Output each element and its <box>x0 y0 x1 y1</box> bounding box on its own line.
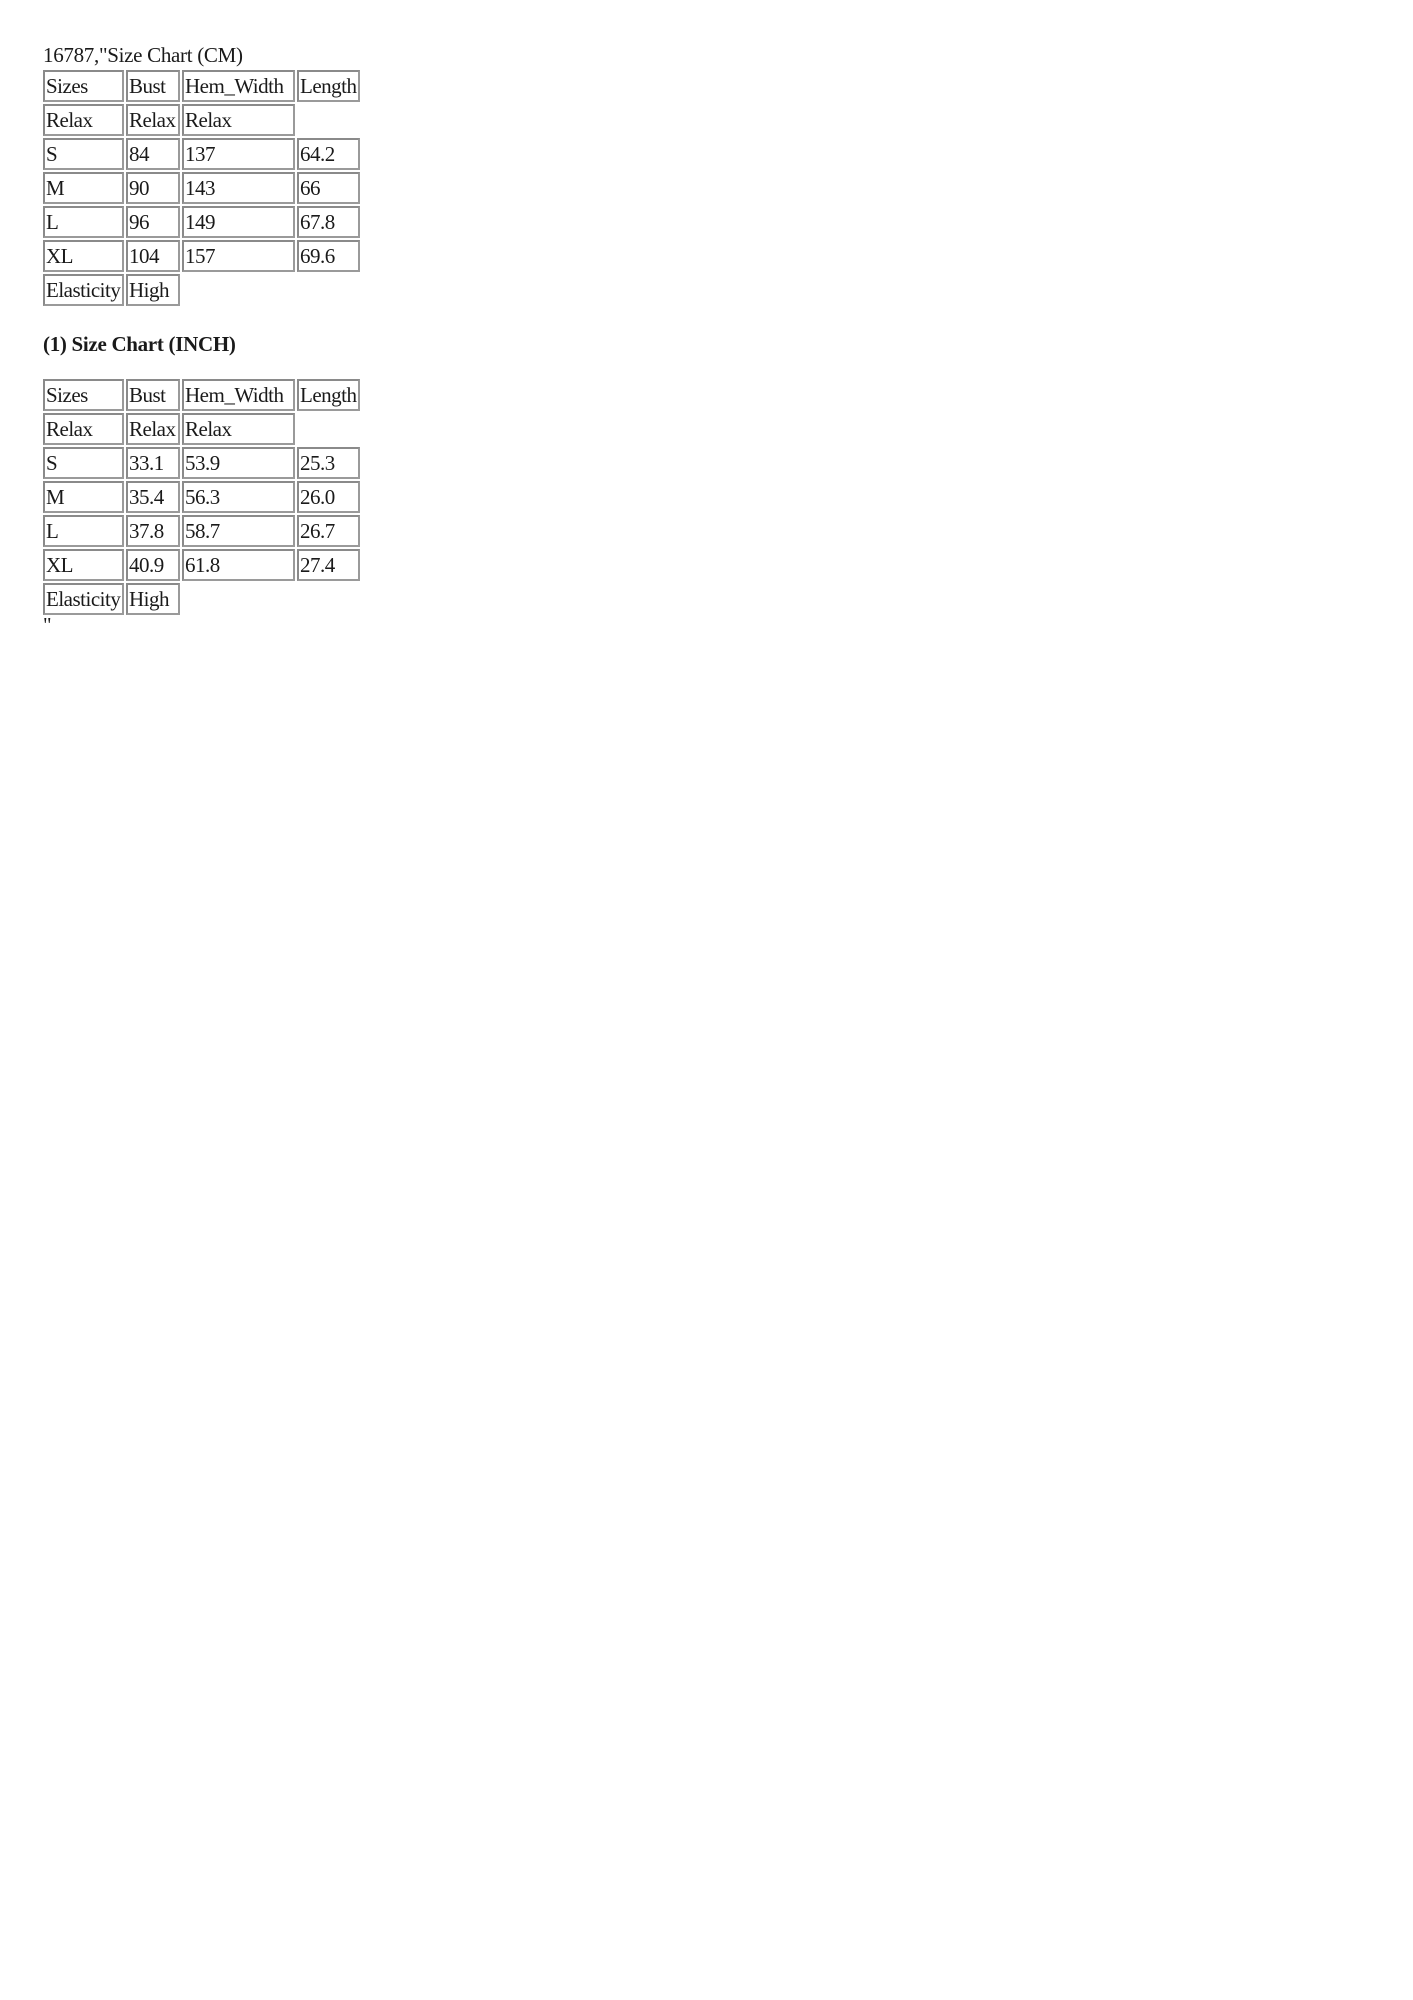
size-cell: S <box>43 138 124 170</box>
length-cell: 66 <box>297 172 360 204</box>
header-cell-bust: Bust <box>126 70 180 102</box>
elasticity-row <box>43 583 360 615</box>
length-cell: 64.2 <box>297 138 360 170</box>
relax-hem-cell: Relax <box>182 413 295 445</box>
table-row <box>43 515 360 547</box>
relax-row <box>43 104 360 136</box>
table-row <box>43 138 360 170</box>
size-cell: M <box>43 481 124 513</box>
length-cell: 26.0 <box>297 481 360 513</box>
intro-line: 16787,"Size Chart (CM) <box>43 43 243 67</box>
hem-width-cell: 157 <box>182 240 295 272</box>
size-cell: XL <box>43 549 124 581</box>
relax-bust-cell: Relax <box>126 413 180 445</box>
document-body <box>43 40 362 631</box>
elasticity-row <box>43 274 360 306</box>
size-cell: XL <box>43 240 124 272</box>
hem-width-cell: 137 <box>182 138 295 170</box>
inch-chart-heading: (1) Size Chart (INCH) <box>43 332 236 356</box>
bust-cell: 35.4 <box>126 481 180 513</box>
bust-cell: 84 <box>126 138 180 170</box>
table-row <box>43 549 360 581</box>
relax-hem-cell: Relax <box>182 104 295 136</box>
elasticity-value-cell: High <box>126 274 180 306</box>
header-cell-length: Length <box>297 70 360 102</box>
elasticity-label-cell: Elasticity <box>43 583 124 615</box>
header-cell-length: Length <box>297 379 360 411</box>
length-cell: 27.4 <box>297 549 360 581</box>
length-cell: 26.7 <box>297 515 360 547</box>
hem-width-cell: 143 <box>182 172 295 204</box>
empty-cell <box>297 274 360 306</box>
bust-cell: 104 <box>126 240 180 272</box>
hem-width-cell: 149 <box>182 206 295 238</box>
header-cell-sizes: Sizes <box>43 379 124 411</box>
header-cell-hem-width: Hem_Width <box>182 70 295 102</box>
bust-cell: 90 <box>126 172 180 204</box>
closing-quote: " <box>43 617 52 631</box>
bust-cell: 37.8 <box>126 515 180 547</box>
table-row <box>43 447 360 479</box>
table-header-row <box>43 70 360 102</box>
size-cell: S <box>43 447 124 479</box>
header-cell-bust: Bust <box>126 379 180 411</box>
length-cell: 67.8 <box>297 206 360 238</box>
relax-label-cell: Relax <box>43 413 124 445</box>
empty-cell <box>297 104 360 136</box>
size-cell: L <box>43 206 124 238</box>
size-cell: M <box>43 172 124 204</box>
bust-cell: 33.1 <box>126 447 180 479</box>
empty-cell <box>297 583 360 615</box>
size-chart-cm-table <box>41 68 362 308</box>
relax-label-cell: Relax <box>43 104 124 136</box>
header-cell-hem-width: Hem_Width <box>182 379 295 411</box>
size-chart-inch-table <box>41 377 362 617</box>
size-cell: L <box>43 515 124 547</box>
table-row <box>43 206 360 238</box>
table-header-row <box>43 379 360 411</box>
header-cell-sizes: Sizes <box>43 70 124 102</box>
empty-cell <box>182 274 295 306</box>
elasticity-value-cell: High <box>126 583 180 615</box>
empty-cell <box>297 413 360 445</box>
relax-row <box>43 413 360 445</box>
table-row <box>43 172 360 204</box>
relax-bust-cell: Relax <box>126 104 180 136</box>
hem-width-cell: 56.3 <box>182 481 295 513</box>
empty-cell <box>182 583 295 615</box>
hem-width-cell: 58.7 <box>182 515 295 547</box>
length-cell: 69.6 <box>297 240 360 272</box>
elasticity-label-cell: Elasticity <box>43 274 124 306</box>
hem-width-cell: 61.8 <box>182 549 295 581</box>
bust-cell: 40.9 <box>126 549 180 581</box>
table-row <box>43 240 360 272</box>
length-cell: 25.3 <box>297 447 360 479</box>
table-row <box>43 481 360 513</box>
hem-width-cell: 53.9 <box>182 447 295 479</box>
bust-cell: 96 <box>126 206 180 238</box>
